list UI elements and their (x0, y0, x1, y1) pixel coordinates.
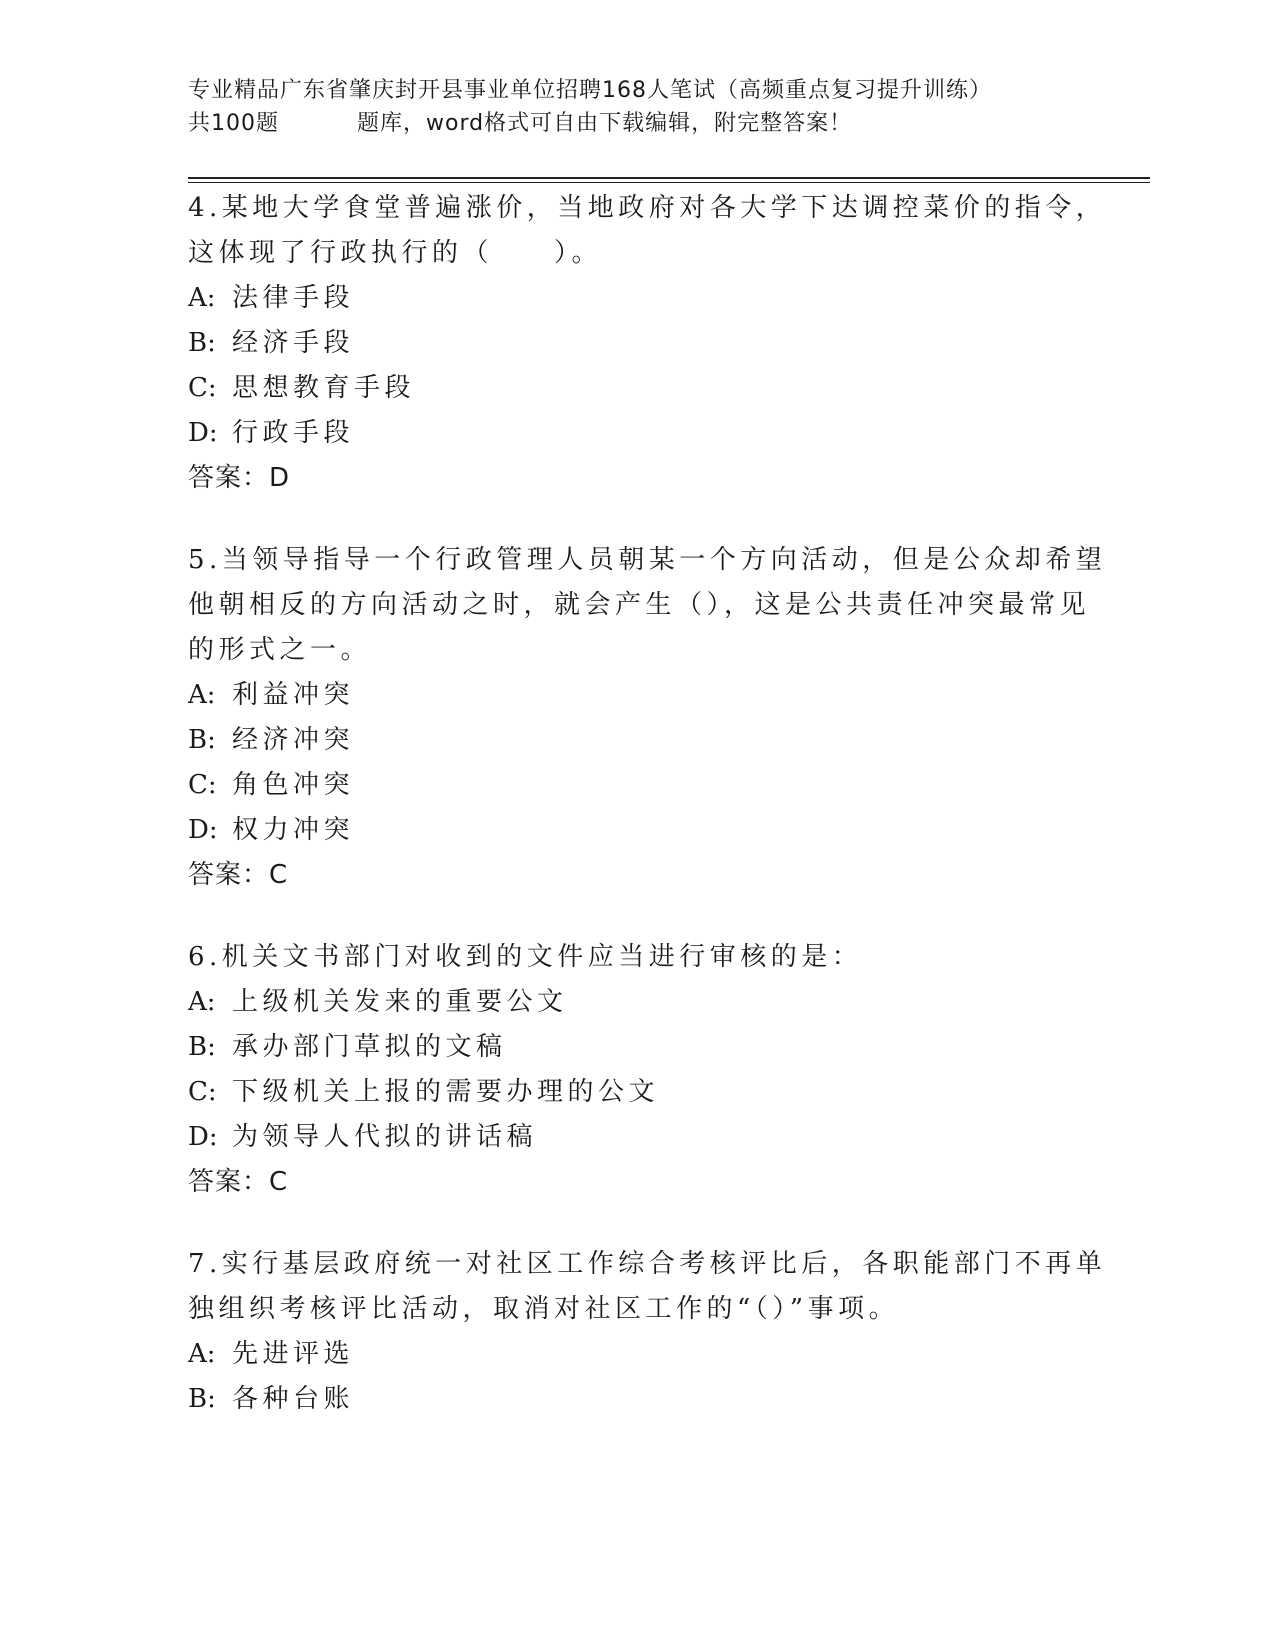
option-text: 权力冲突 (232, 815, 355, 845)
header-question-count: 共100题 (188, 111, 279, 136)
option-text: 行政手段 (232, 418, 355, 448)
header-divider-thin (188, 182, 1150, 183)
answer-option (188, 1377, 1088, 1422)
option-letter: A: (188, 987, 216, 1017)
answer-key: 答案：C (188, 1167, 289, 1197)
question-stem-line: 独组织考核评比活动，取消对社区工作的“（）”事项。 (188, 1294, 900, 1324)
option-letter: C: (188, 1077, 217, 1107)
answer-key: 答案：C (188, 860, 289, 890)
option-letter: B: (188, 328, 216, 358)
option-text: 为领导人代拟的讲话稿 (232, 1122, 538, 1152)
answer-option (188, 1025, 1088, 1070)
header-subtitle (188, 107, 1108, 140)
option-letter: D: (188, 418, 218, 448)
question-stem-line: 4.某地大学食堂普遍涨价，当地政府对各大学下达调控菜价的指令， (188, 193, 1107, 223)
option-text: 经济手段 (232, 328, 355, 358)
option-text: 利益冲突 (232, 680, 355, 710)
answer-option (188, 763, 1088, 808)
option-text: 经济冲突 (232, 725, 355, 755)
answer-option (188, 1332, 1088, 1377)
document-header (188, 74, 1108, 140)
option-letter: B: (188, 1032, 216, 1062)
option-text: 法律手段 (232, 283, 355, 313)
option-letter: A: (188, 680, 216, 710)
option-letter: D: (188, 815, 218, 845)
question-list (188, 186, 1107, 1459)
answer-option (188, 1070, 1088, 1115)
question-stem-line: 他朝相反的方向活动之时，就会产生（），这是公共责任冲突最常见 (188, 590, 1091, 620)
question-stem-line: 的形式之一。 (188, 635, 372, 665)
answer-option (188, 276, 1088, 321)
answer-key: 答案：D (188, 463, 291, 493)
answer-option (188, 366, 1088, 411)
option-letter: C: (188, 770, 217, 800)
answer-option (188, 980, 1088, 1025)
header-divider-thick (188, 177, 1150, 179)
option-letter: B: (188, 1384, 216, 1414)
option-text: 思想教育手段 (232, 373, 416, 403)
option-text: 各种台账 (232, 1384, 355, 1414)
question-item (188, 186, 1107, 501)
option-text: 下级机关上报的需要办理的公文 (232, 1077, 660, 1107)
option-text: 先进评选 (232, 1339, 355, 1369)
option-letter: A: (188, 1339, 216, 1369)
option-text: 角色冲突 (232, 770, 355, 800)
option-letter: A: (188, 283, 216, 313)
answer-option (188, 718, 1088, 763)
question-item (188, 1242, 1107, 1422)
question-stem-line: 6.机关文书部门对收到的文件应当进行审核的是： (188, 942, 863, 972)
header-title: 专业精品广东省肇庆封开县事业单位招聘168人笔试（高频重点复习提升训练） (188, 78, 992, 103)
question-stem-line: 7.实行基层政府统一对社区工作综合考核评比后，各职能部门不再单 (188, 1249, 1107, 1279)
answer-option (188, 673, 1088, 718)
option-text: 承办部门草拟的文稿 (232, 1032, 507, 1062)
option-text: 上级机关发来的重要公文 (232, 987, 568, 1017)
question-item (188, 538, 1107, 898)
option-letter: D: (188, 1122, 218, 1152)
answer-option (188, 1115, 1088, 1160)
answer-option (188, 411, 1088, 456)
answer-option (188, 808, 1088, 853)
question-stem-line: 5.当领导指导一个行政管理人员朝某一个方向活动，但是公众却希望 (188, 545, 1107, 575)
option-letter: B: (188, 725, 216, 755)
question-item (188, 935, 1088, 1205)
option-letter: C: (188, 373, 217, 403)
question-stem-line: 这体现了行政执行的（ ）。 (188, 238, 603, 268)
answer-option (188, 321, 1088, 366)
header-description: 题库，word格式可自由下载编辑，附完整答案！ (357, 111, 853, 136)
